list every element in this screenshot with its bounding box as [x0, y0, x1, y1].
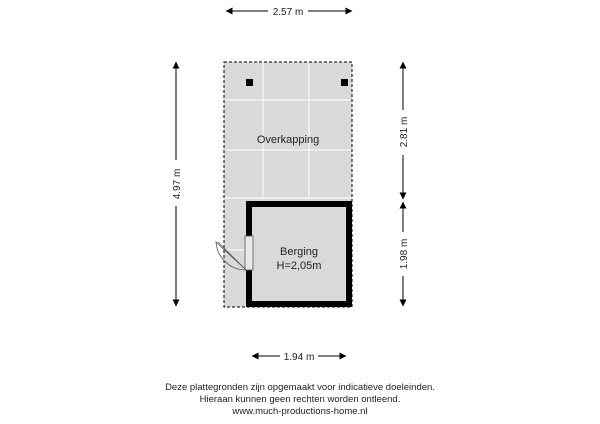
overkapping-label: Overkapping	[256, 134, 320, 146]
support-post-right	[341, 79, 348, 86]
dimension-bottom-label: 1.94 m	[283, 352, 315, 363]
dimension-right-lower-label: 1.98 m	[399, 238, 410, 270]
disclaimer-line-1: Deze plattegronden zijn opgemaakt voor indicatieve doeleinden.	[165, 382, 435, 393]
website-link[interactable]: www.much-productions-home.nl	[232, 406, 368, 417]
berging-label: Berging	[280, 246, 318, 258]
berging-height-label: H=2,05m	[276, 260, 322, 272]
dimension-right-upper-label: 2.81 m	[399, 116, 410, 148]
dimension-left-label: 4.97 m	[172, 168, 183, 200]
door-opening	[245, 236, 253, 270]
support-post-left	[246, 79, 253, 86]
disclaimer-line-2: Hieraan kunnen geen rechten worden ontleend.	[199, 394, 401, 405]
disclaimer	[0, 382, 600, 418]
dimension-top-label: 2.57 m	[272, 7, 304, 18]
